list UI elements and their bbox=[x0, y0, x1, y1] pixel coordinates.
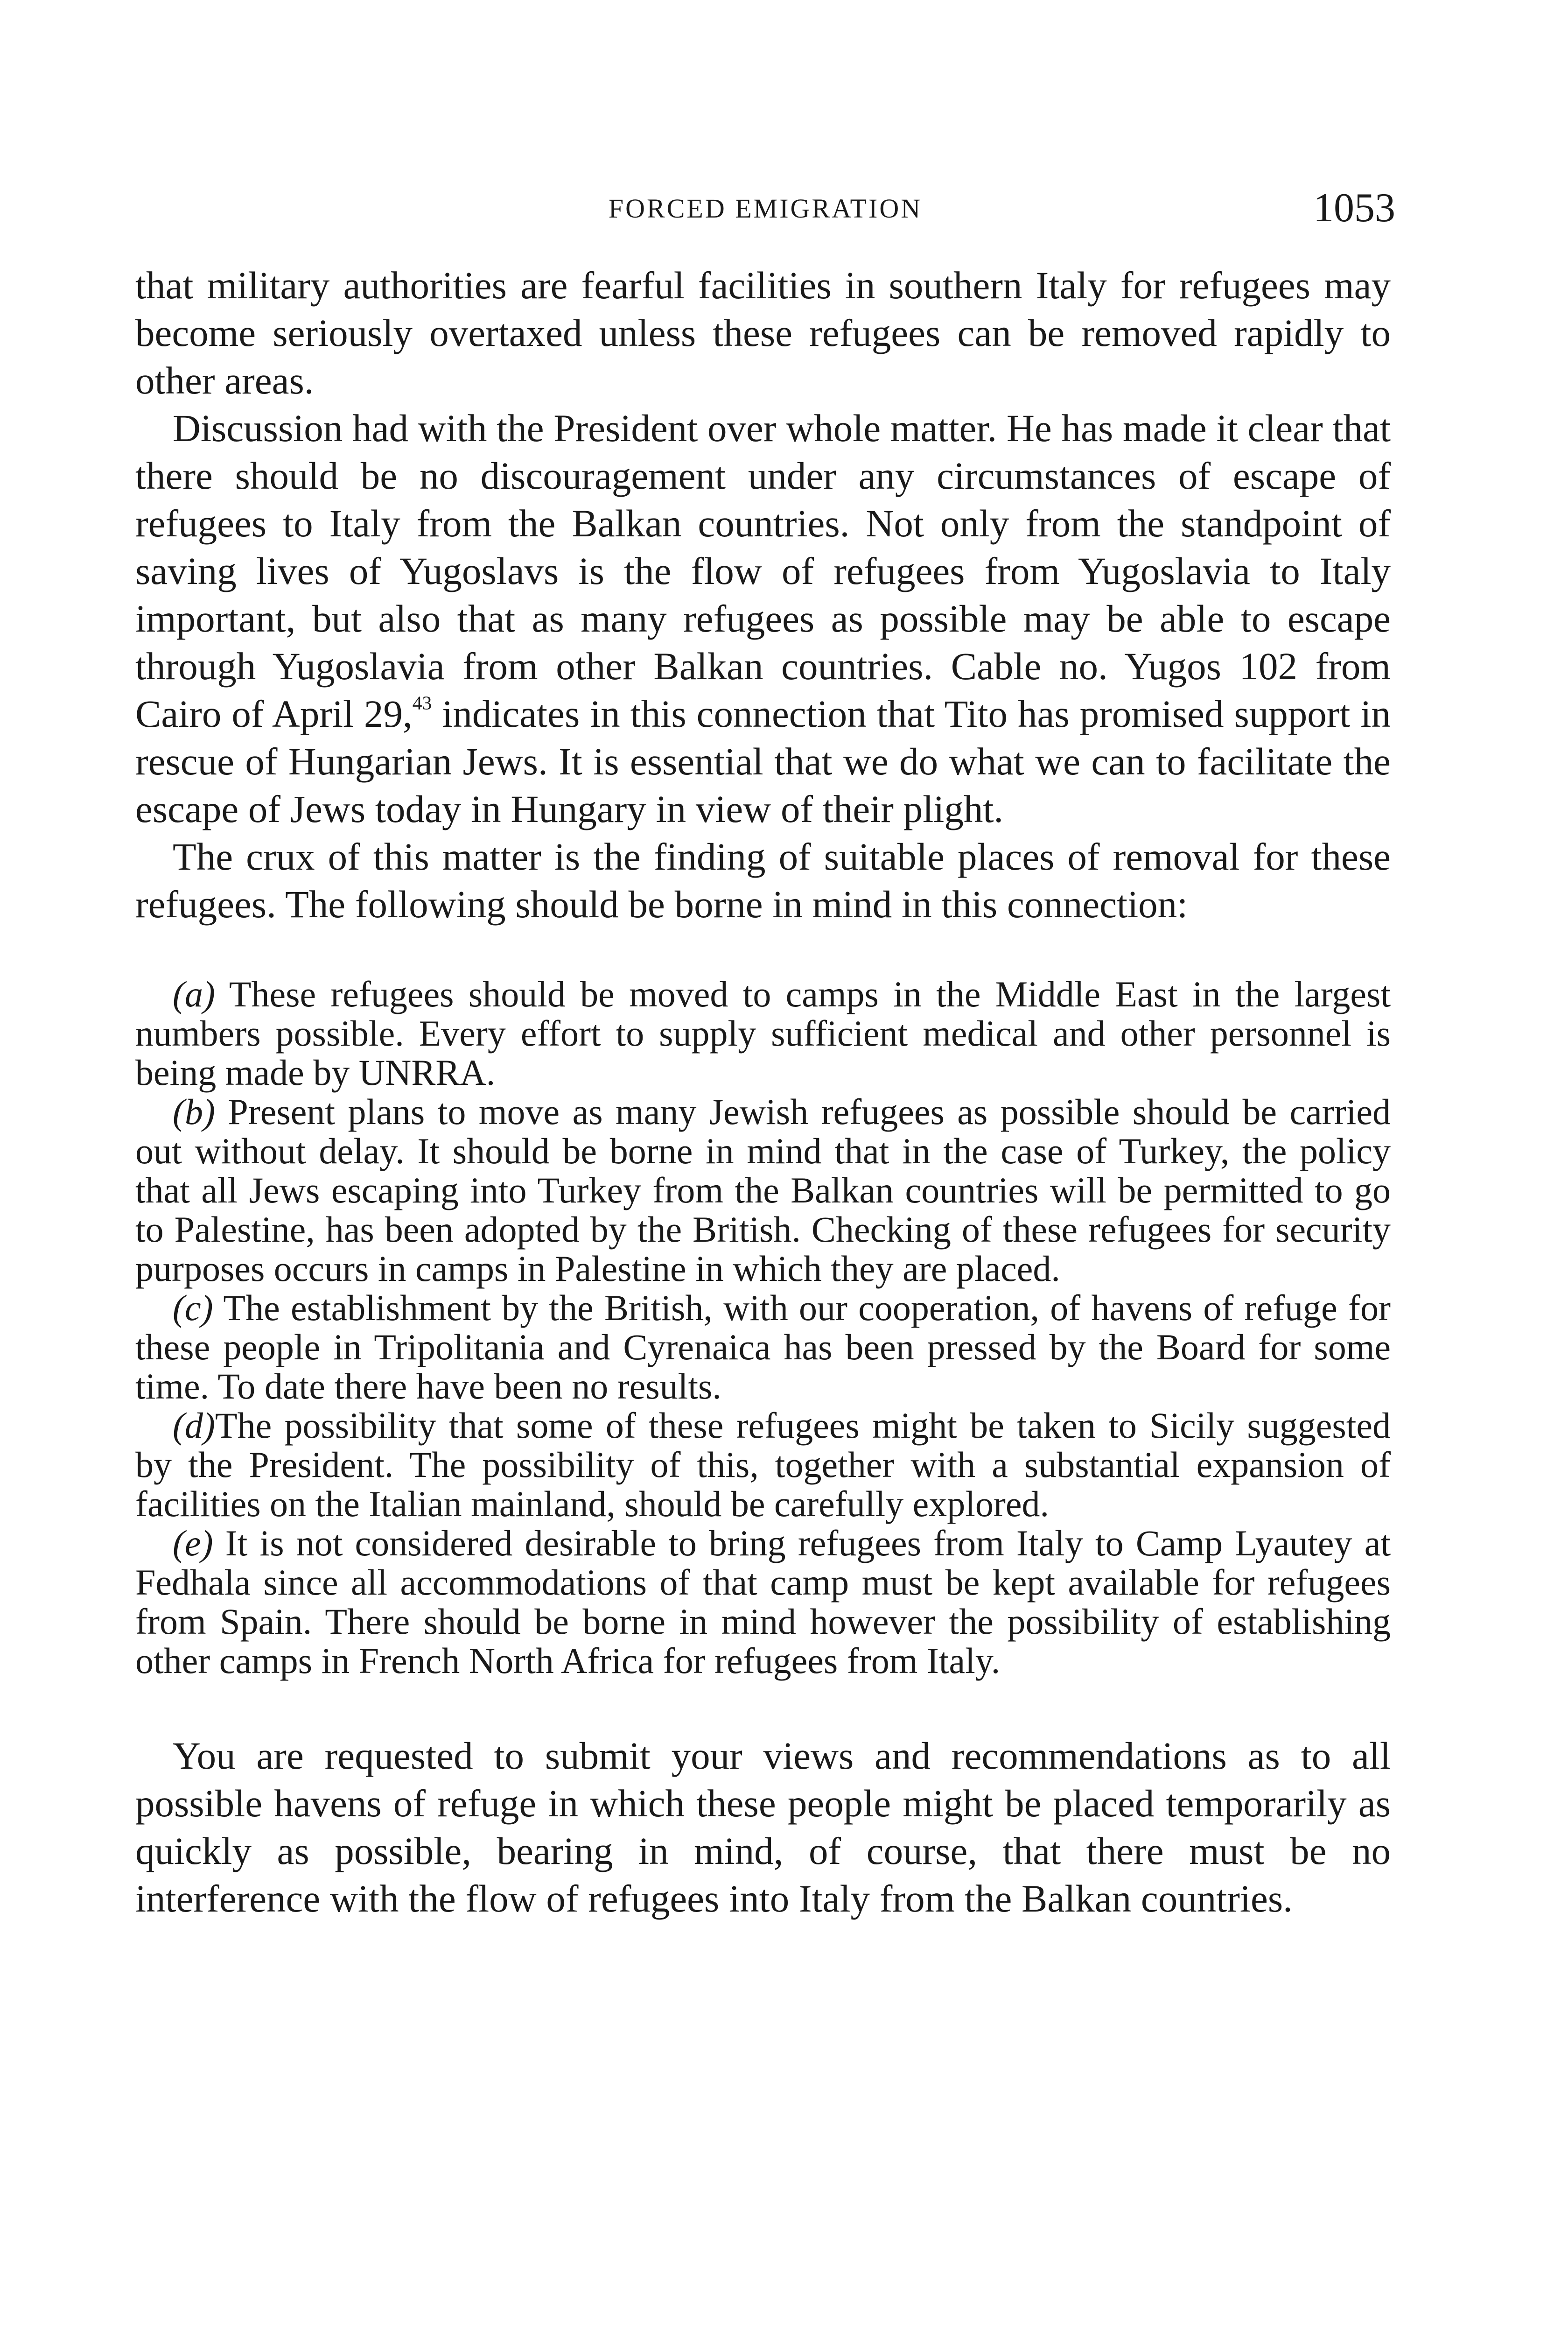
list-item bbox=[135, 1288, 1391, 1406]
paragraph-discussion-text-b: indicates in this connection that Tito has promised support in rescue of Hungarian Jews. It is essential that we do what we can to facilitate the escape of Jews today in Hungary in view of their plight. bbox=[135, 692, 1391, 830]
running-head: FORCED EMIGRATION bbox=[608, 193, 923, 224]
list-item-text: These refugees should be moved to camps in the Middle East in the largest numbers possible. Every effort to supply sufficient medical and other personnel is being made by UNRRA. bbox=[135, 974, 1391, 1093]
page-number: 1053 bbox=[1313, 185, 1395, 231]
considerations-list bbox=[135, 975, 1391, 1680]
list-item-marker: (a) bbox=[173, 974, 215, 1014]
list-item-text: The establishment by the British, with our cooperation, of havens of refuge for these people in Tripolitania and Cyrenaica has been pressed by the Board for some time. To date there have been no results. bbox=[135, 1287, 1391, 1406]
list-item-text: The possibility that some of these refugees might be taken to Sicily suggested by the President. The possibility of this, together with a substantial expansion of facilities on the Italian mainland, should be carefully explored. bbox=[135, 1405, 1391, 1524]
list-item-text: It is not considered desirable to bring refugees from Italy to Camp Lyautey at Fedhala since all accommodations of that camp must be kept available for refugees from Spain. There should be borne in mind however the possibility of establishing other camps in French North Africa for refugees from Italy. bbox=[135, 1523, 1391, 1681]
list-item-text: Present plans to move as many Jewish refugees as possible should be carried out without delay. It should be borne in mind that in the case of Turkey, the policy that all Jews escaping into Turkey from the Balkan countries will be permitted to go to Palestine, has been adopted by the British. Checking of these refugees for security purposes occurs in camps in Palestine in which they are placed. bbox=[135, 1091, 1391, 1289]
list-item-marker: (c) bbox=[173, 1287, 213, 1328]
page-header bbox=[135, 184, 1395, 236]
list-item bbox=[135, 1406, 1391, 1524]
list-item-marker: (b) bbox=[173, 1091, 215, 1132]
list-item bbox=[135, 1092, 1391, 1288]
list-item bbox=[135, 975, 1391, 1092]
paragraph-discussion bbox=[135, 404, 1391, 833]
list-item bbox=[135, 1524, 1391, 1680]
paragraph-crux: The crux of this matter is the finding of suitable places of removal for these refugees. The following should be borne in mind in this connection: bbox=[135, 835, 1391, 926]
paragraph-closing: You are requested to submit your views and recommendations as to all possible havens of refuge in which these people might be placed temporarily as quickly as possible, bearing in mind, of course, that there must be no interference with the flow of refugees into Italy from the Balkan countries. bbox=[135, 1734, 1391, 1920]
footnote-reference: 43 bbox=[412, 692, 432, 714]
paragraph-discussion-text-a: Discussion had with the President over whole matter. He has made it clear that there should be no discouragement under any circumstances of escape of refugees to Italy from the Balkan countries. Not only from the standpoint of saving lives of Yugoslavs is the flow of refugees from Yugoslavia to Italy important, but also that as many refugees as possible may be able to escape through Yugoslavia from other Balkan countries. Cable no. Yugos 102 from Cairo of April 29, bbox=[135, 407, 1391, 735]
list-item-marker: (d) bbox=[173, 1405, 215, 1446]
paragraph-continuation: that military authorities are fearful facilities in southern Italy for refugees may become seriously overtaxed unless these refugees can be removed rapidly to other areas. bbox=[135, 264, 1391, 402]
body-text bbox=[135, 261, 1391, 1922]
list-item-marker: (e) bbox=[173, 1523, 213, 1563]
